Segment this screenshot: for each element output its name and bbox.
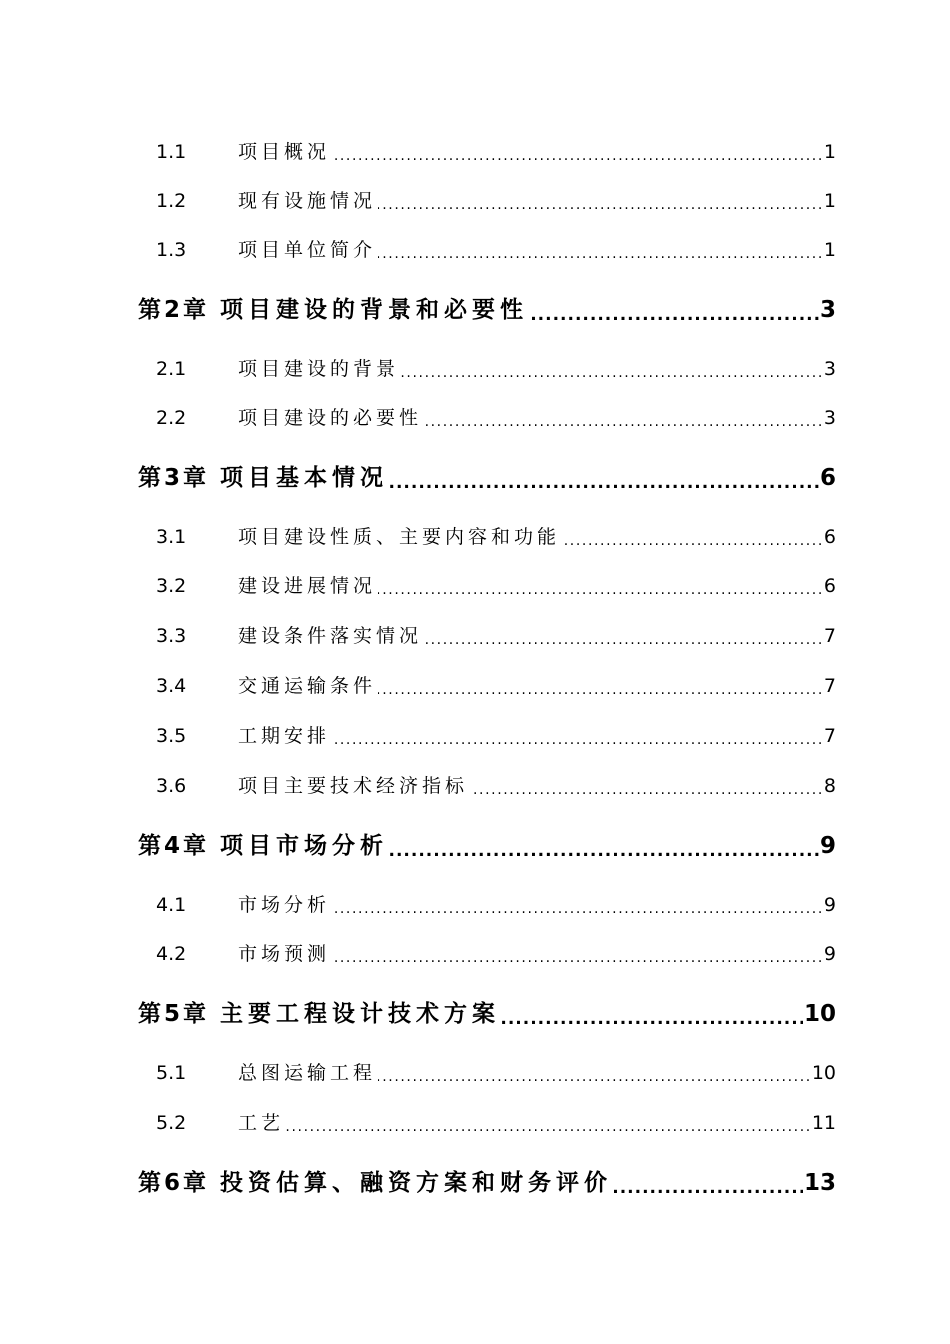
toc-page-number: 3 xyxy=(823,398,836,438)
toc-page-number: 8 xyxy=(823,766,836,806)
toc-page-number: 1 xyxy=(823,132,836,172)
toc-title: 项目建设的背景 xyxy=(238,349,401,389)
toc-entry[interactable] xyxy=(0,1103,950,1143)
toc-number: 3.5 xyxy=(156,725,187,747)
toc-title: 交通运输条件 xyxy=(238,666,378,706)
toc-chapter-number: 第2章 xyxy=(138,297,210,323)
toc-number: 3.3 xyxy=(156,625,187,647)
toc-chapter-title: 项目市场分析 xyxy=(220,826,390,866)
dot-leader xyxy=(238,1103,836,1143)
toc-page-number: 7 xyxy=(823,616,836,656)
toc-chapter-number: 第4章 xyxy=(138,833,210,859)
toc-page-number: 3 xyxy=(819,290,836,330)
toc-page-number: 9 xyxy=(819,826,836,866)
toc-chapter-title: 项目建设的背景和必要性 xyxy=(220,290,530,330)
toc-page-number: 3 xyxy=(823,349,836,389)
toc-chapter-entry[interactable] xyxy=(0,1163,950,1203)
toc-title: 建设条件落实情况 xyxy=(238,616,424,656)
toc-page-number: 6 xyxy=(819,458,836,498)
toc-title: 现有设施情况 xyxy=(238,181,378,221)
toc-page-number: 9 xyxy=(823,885,836,925)
toc-chapter-number: 第6章 xyxy=(138,1170,210,1196)
toc-chapter-title: 主要工程设计技术方案 xyxy=(220,994,502,1034)
toc-entry[interactable] xyxy=(0,230,950,270)
toc-entry[interactable] xyxy=(0,666,950,706)
toc-title: 项目主要技术经济指标 xyxy=(238,766,470,806)
toc-entry[interactable] xyxy=(0,885,950,925)
toc-page-number: 1 xyxy=(823,181,836,221)
toc-entry[interactable] xyxy=(0,616,950,656)
toc-number: 1.1 xyxy=(156,141,187,163)
toc-entry[interactable] xyxy=(0,398,950,438)
toc-number: 1.2 xyxy=(156,190,187,212)
toc-page-number: 13 xyxy=(803,1163,836,1203)
toc-number: 2.1 xyxy=(156,358,187,380)
toc-chapter-entry[interactable] xyxy=(0,994,950,1034)
toc-page-number: 9 xyxy=(823,934,836,974)
toc-entry[interactable] xyxy=(0,517,950,557)
toc-entry[interactable] xyxy=(0,934,950,974)
toc-number: 1.3 xyxy=(156,239,187,261)
toc-title: 项目单位简介 xyxy=(238,230,378,270)
toc-title: 工期安排 xyxy=(238,716,332,756)
toc-page-number: 7 xyxy=(823,716,836,756)
toc-entry[interactable] xyxy=(0,181,950,221)
toc-number: 4.1 xyxy=(156,894,187,916)
toc-number: 3.2 xyxy=(156,575,187,597)
toc-chapter-title: 投资估算、融资方案和财务评价 xyxy=(220,1163,614,1203)
toc-number: 3.6 xyxy=(156,775,187,797)
toc-title: 市场分析 xyxy=(238,885,332,925)
toc-title: 总图运输工程 xyxy=(238,1053,378,1093)
toc-page-number: 10 xyxy=(811,1053,836,1093)
toc-chapter-entry[interactable] xyxy=(0,290,950,330)
toc-title: 项目概况 xyxy=(238,132,332,172)
toc-chapter-entry[interactable] xyxy=(0,826,950,866)
toc-title: 项目建设的必要性 xyxy=(238,398,424,438)
toc-title: 工艺 xyxy=(238,1103,286,1143)
toc-number: 2.2 xyxy=(156,407,187,429)
toc-page-number: 1 xyxy=(823,230,836,270)
toc-chapter-number: 第5章 xyxy=(138,1001,210,1027)
toc-page-number: 6 xyxy=(823,566,836,606)
toc-entry[interactable] xyxy=(0,1053,950,1093)
toc-number: 4.2 xyxy=(156,943,187,965)
toc-number: 3.4 xyxy=(156,675,187,697)
toc-entry[interactable] xyxy=(0,716,950,756)
toc-chapter-number: 第3章 xyxy=(138,465,210,491)
toc-chapter-title: 项目基本情况 xyxy=(220,458,390,498)
toc-page-number: 6 xyxy=(823,517,836,557)
toc-entry[interactable] xyxy=(0,566,950,606)
toc-page-number: 11 xyxy=(811,1103,836,1143)
toc-page-number: 10 xyxy=(803,994,836,1034)
toc-number: 5.2 xyxy=(156,1112,187,1134)
toc-number: 3.1 xyxy=(156,526,187,548)
toc-title: 建设进展情况 xyxy=(238,566,378,606)
toc-title: 市场预测 xyxy=(238,934,332,974)
toc-chapter-entry[interactable] xyxy=(0,458,950,498)
toc-page-number: 7 xyxy=(823,666,836,706)
toc-entry[interactable] xyxy=(0,132,950,172)
toc-title: 项目建设性质、主要内容和功能 xyxy=(238,517,562,557)
toc-entry[interactable] xyxy=(0,766,950,806)
toc-number: 5.1 xyxy=(156,1062,187,1084)
toc-entry[interactable] xyxy=(0,349,950,389)
